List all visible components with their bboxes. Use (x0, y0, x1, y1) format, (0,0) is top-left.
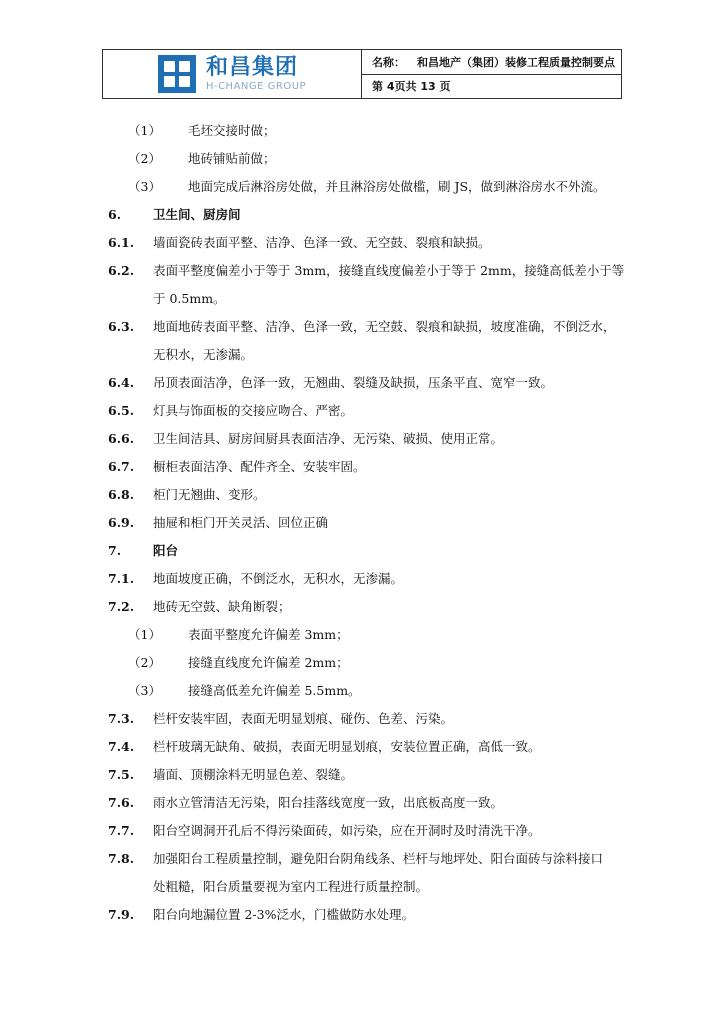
logo-chinese-name: 和昌集团 (205, 54, 298, 80)
item-text: 卫生间、厨房间 (153, 207, 241, 222)
sub-item-number: （2） (128, 151, 161, 166)
logo-mark-icon (158, 55, 196, 93)
list-item (108, 710, 628, 728)
document-info (362, 50, 621, 98)
sub-list-item (108, 150, 628, 168)
item-number: 6.4. (108, 375, 135, 390)
item-text: 卫生间洁具、厨房间厨具表面洁净、无污染、破损、使用正常。 (153, 431, 504, 446)
page-number: 第 4页共 13 页 (372, 80, 451, 94)
sub-item-number: （1） (128, 123, 161, 138)
company-logo (158, 55, 306, 93)
continuation-text: 处粗糙，阳台质量要视为室内工程进行质量控制。 (153, 879, 429, 894)
item-number: 7.6. (108, 795, 135, 810)
item-number: 7.8. (108, 851, 135, 866)
item-number: 7.2. (108, 599, 135, 614)
list-item (108, 514, 628, 532)
item-text: 墙面、顶棚涂料无明显色差、裂缝。 (153, 767, 354, 782)
item-number: 6. (108, 207, 122, 222)
item-number: 6.1. (108, 235, 135, 250)
continuation-line (108, 346, 628, 364)
continuation-text: 无积水，无渗漏。 (153, 347, 254, 362)
sub-list-item (108, 626, 628, 644)
sub-item-number: （2） (128, 655, 161, 670)
item-text: 吊顶表面洁净，色泽一致，无翘曲、裂缝及缺损，压条平直、宽窄一致。 (153, 375, 554, 390)
list-item (108, 794, 628, 812)
logo-cell (103, 50, 362, 98)
sub-item-number: （3） (128, 179, 161, 194)
item-text: 地砖无空鼓、缺角断裂； (153, 599, 291, 614)
sub-list-item (108, 178, 628, 196)
item-text: 地面坡度正确，不倒泛水，无积水，无渗漏。 (153, 571, 404, 586)
continuation-line (108, 878, 628, 896)
item-text: 阳台空调洞开孔后不得污染面砖，如污染，应在开洞时及时清洗干净。 (153, 823, 541, 838)
continuation-text: 于 0.5mm。 (153, 291, 226, 306)
list-item (108, 766, 628, 784)
item-text: 抽屉和柜门开关灵活、回位正确 (153, 515, 329, 530)
item-number: 7.9. (108, 907, 135, 922)
list-item (108, 850, 628, 868)
list-item (108, 430, 628, 448)
list-item (108, 598, 628, 616)
continuation-line (108, 290, 628, 308)
sub-item-text: 地面完成后淋浴房处做，并且淋浴房处做槛，刷 JS，做到淋浴房水不外流。 (188, 179, 606, 194)
item-number: 7.5. (108, 767, 135, 782)
item-text: 灯具与饰面板的交接应吻合、严密。 (153, 403, 354, 418)
item-number: 6.2. (108, 263, 135, 278)
list-item (108, 458, 628, 476)
document-name-row (362, 50, 621, 74)
sub-item-text: 接缝高低差允许偏差 5.5mm。 (188, 683, 361, 698)
item-text: 地面地砖表面平整、洁净、色泽一致，无空鼓、裂痕和缺损，坡度准确，不倒泛水， (153, 319, 616, 334)
sub-item-number: （3） (128, 683, 161, 698)
sub-item-text: 地砖铺贴前做； (188, 151, 276, 166)
item-number: 7.4. (108, 739, 135, 754)
list-item (108, 906, 628, 924)
item-number: 6.7. (108, 459, 135, 474)
item-number: 7.1. (108, 571, 135, 586)
list-item (108, 374, 628, 392)
list-item (108, 570, 628, 588)
item-text: 雨水立管清洁无污染，阳台挂落线宽度一致，出底板高度一致。 (153, 795, 504, 810)
item-number: 6.8. (108, 487, 135, 502)
sub-list-item (108, 654, 628, 672)
item-number: 6.6. (108, 431, 135, 446)
item-text: 栏杆玻璃无缺角、破损，表面无明显划痕，安装位置正确，高低一致。 (153, 739, 541, 754)
sub-item-text: 表面平整度允许偏差 3mm； (188, 627, 349, 642)
list-item (108, 234, 628, 252)
item-number: 7. (108, 543, 122, 558)
sub-item-number: （1） (128, 627, 161, 642)
item-number: 7.3. (108, 711, 135, 726)
item-number: 6.5. (108, 403, 135, 418)
logo-english-name: H-CHANGE GROUP (205, 80, 307, 92)
document-name: 和昌地产（集团）装修工程质量控制要点 (417, 55, 615, 69)
item-text: 加强阳台工程质量控制，避免阳台阴角线条、栏杆与地坪处、阳台面砖与涂料接口 (153, 851, 604, 866)
list-item (108, 318, 628, 336)
list-item (108, 402, 628, 420)
page-number-row (362, 74, 621, 99)
list-item (108, 262, 628, 280)
sub-item-text: 毛坯交接时做； (188, 123, 276, 138)
item-number: 7.7. (108, 823, 135, 838)
item-text: 阳台向地漏位置 2-3%泛水，门槛做防水处理。 (153, 907, 414, 922)
page-header (102, 49, 622, 99)
list-item (108, 486, 628, 504)
name-label: 名称： (372, 55, 405, 69)
item-number: 6.9. (108, 515, 135, 530)
sub-list-item (108, 682, 628, 700)
item-text: 橱柜表面洁净、配件齐全、安装牢固。 (153, 459, 366, 474)
item-text: 阳台 (153, 543, 179, 558)
sub-list-item (108, 122, 628, 140)
section-heading (108, 206, 628, 224)
item-text: 柜门无翘曲、变形。 (153, 487, 266, 502)
list-item (108, 822, 628, 840)
item-text: 墙面瓷砖表面平整、洁净、色泽一致、无空鼓、裂痕和缺损。 (153, 235, 491, 250)
item-number: 6.3. (108, 319, 135, 334)
item-text: 栏杆安装牢固，表面无明显划痕、碰伤、色差、污染。 (153, 711, 454, 726)
item-text: 表面平整度偏差小于等于 3mm，接缝直线度偏差小于等于 2mm，接缝高低差小于等 (153, 263, 625, 278)
sub-item-text: 接缝直线度允许偏差 2mm； (188, 655, 349, 670)
list-item (108, 738, 628, 756)
section-heading (108, 542, 628, 560)
